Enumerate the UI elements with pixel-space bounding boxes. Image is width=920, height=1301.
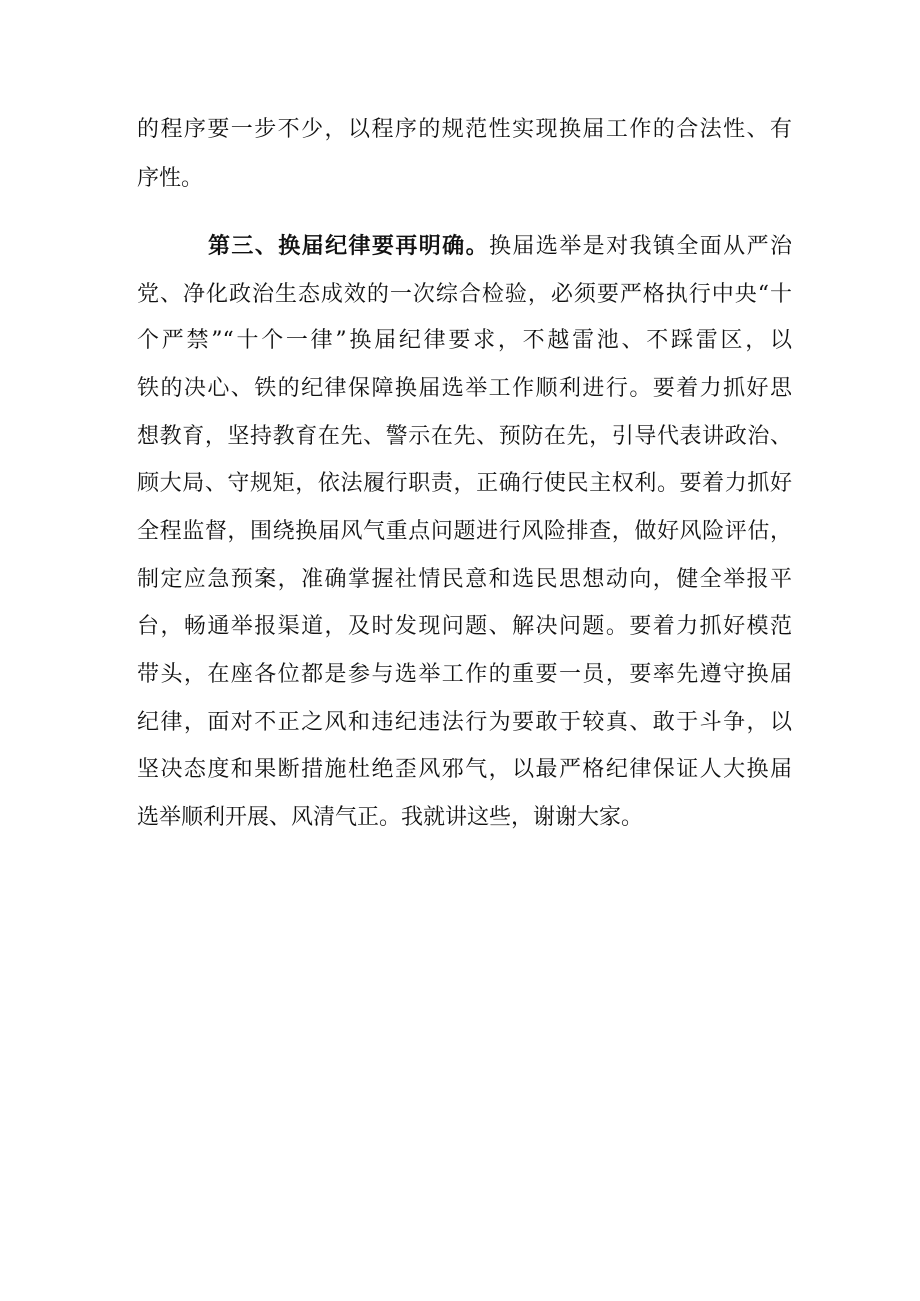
section-first-line (208, 231, 792, 261)
paragraph-line: 顾大局、守规矩，依法履行职责，正确行使民主权利。要着力抓好 (137, 471, 792, 496)
paragraph-line: 铁的决心、铁的纪律保障换届选举工作顺利进行。要着力抓好思 (137, 376, 792, 401)
paragraph-line: 序性。 (137, 166, 204, 191)
section-first-line-text: 换届选举是对我镇全面从严治 (489, 234, 792, 259)
paragraph-line: 坚决态度和果断措施杜绝歪风邪气，以最严格纪律保证人大换届 (137, 757, 792, 782)
paragraph-line: 想教育，坚持教育在先、警示在先、预防在先，引导代表讲政治、 (137, 424, 792, 449)
paragraph-line: 纪律，面对不正之风和违纪违法行为要敢于较真、敢于斗争，以 (137, 710, 792, 735)
paragraph-line: 党、净化政治生态成效的一次综合检验，必须要严格执行中央“十 (137, 282, 792, 307)
paragraph-line: 台，畅通举报渠道，及时发现问题、解决问题。要着力抓好模范 (137, 614, 792, 639)
paragraph-line: 个严禁”“十个一律”换届纪律要求，不越雷池、不踩雷区，以 (137, 328, 792, 353)
section-heading: 第三、换届纪律要再明确。 (208, 233, 489, 259)
paragraph-line: 全程监督，围绕换届风气重点问题进行风险排查，做好风险评估， (137, 519, 792, 544)
paragraph-line: 制定应急预案，准确掌握社情民意和选民思想动向，健全举报平 (137, 567, 792, 592)
paragraph-line: 的程序要一步不少，以程序的规范性实现换届工作的合法性、有 (137, 117, 792, 142)
paragraph-line: 选举顺利开展、风清气正。我就讲这些，谢谢大家。 (137, 805, 644, 830)
paragraph-line: 带头，在座各位都是参与选举工作的重要一员，要率先遵守换届 (137, 662, 792, 687)
